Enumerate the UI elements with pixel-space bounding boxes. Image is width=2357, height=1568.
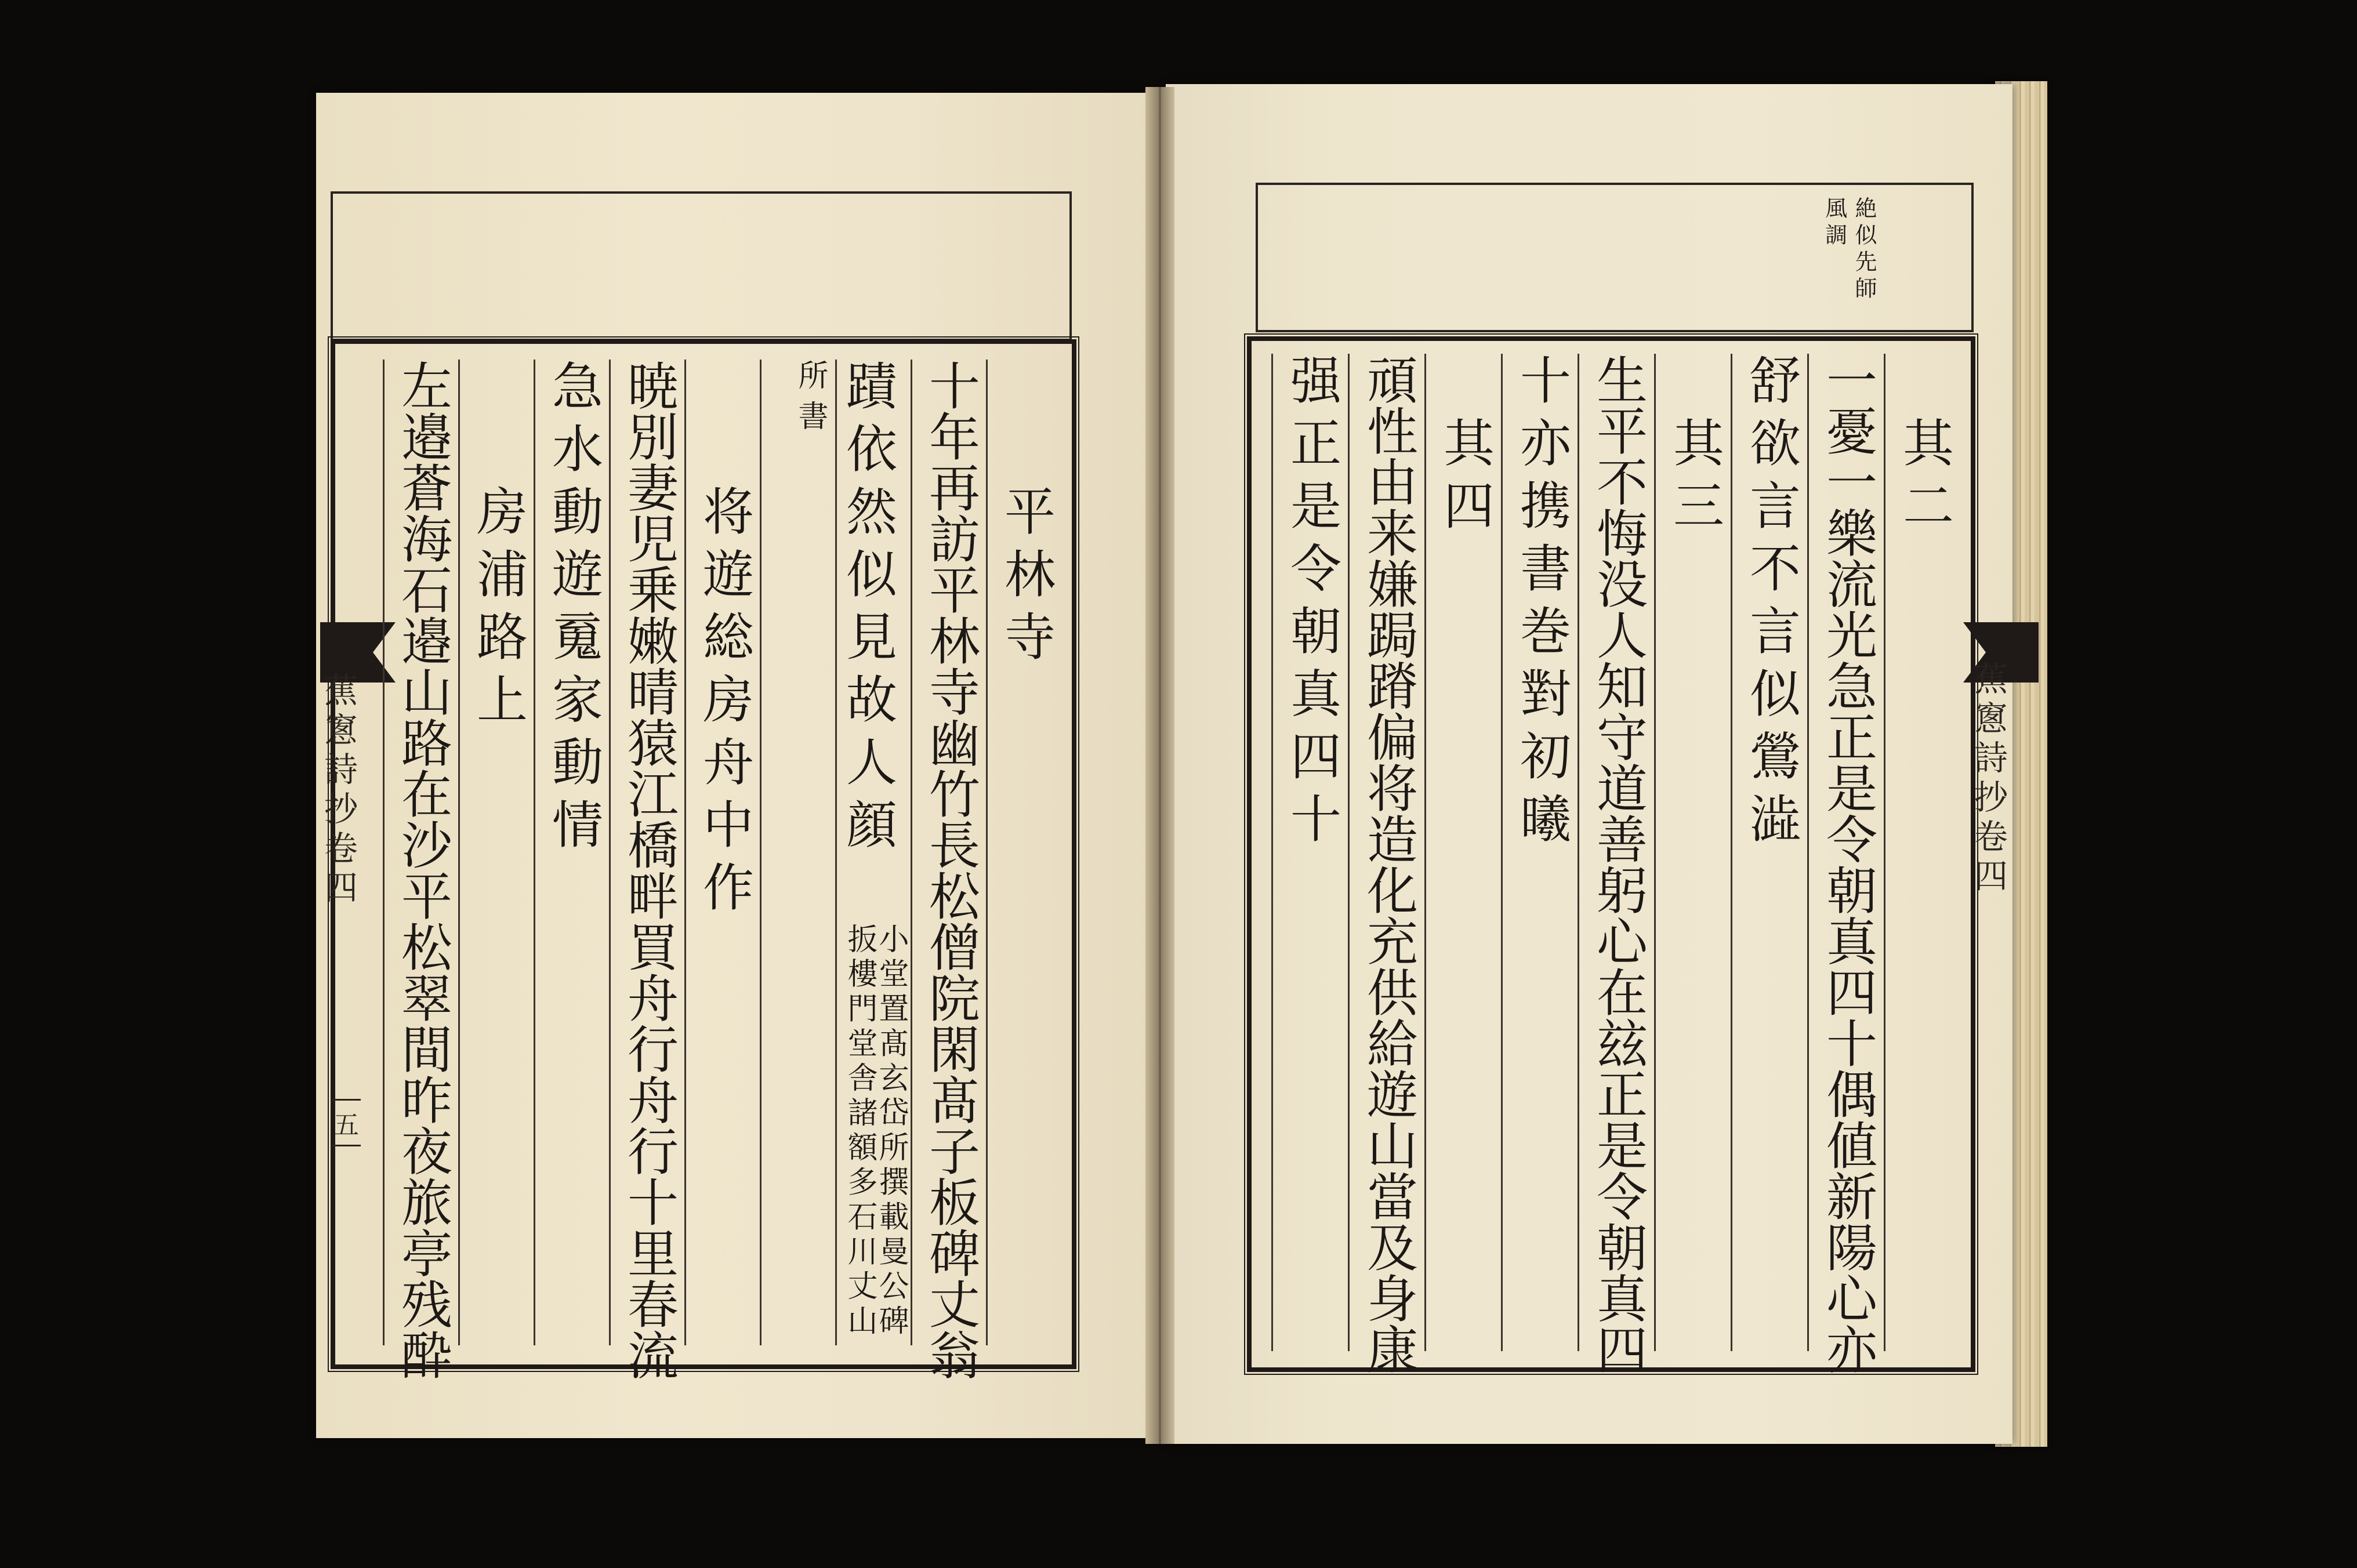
text-column: 頑性由来嫌跼蹐偏将造化充供給遊山當及身康 xyxy=(1359,354,1419,1374)
book-gutter xyxy=(1145,87,1174,1444)
text-column: 蹟依然似見故人顔 xyxy=(838,360,898,861)
column-rule xyxy=(1501,354,1503,1351)
column-rule xyxy=(534,360,535,1345)
text-column: 生平不悔没人知守道善躬心在玆正是令朝真四 xyxy=(1589,354,1648,1374)
column-rule xyxy=(684,360,686,1345)
text-column: 其四 xyxy=(1435,416,1495,542)
text-column: 其二 xyxy=(1895,416,1955,542)
text-column: 其三 xyxy=(1665,416,1725,542)
column-rule xyxy=(1578,354,1579,1351)
column-rule xyxy=(1348,354,1350,1351)
right-margin-title: 蕉窻詩抄卷四 xyxy=(1968,661,2008,898)
column-rule xyxy=(383,360,385,1345)
text-column: 房浦路上 xyxy=(469,485,528,735)
text-column: 强正是令朝真四十 xyxy=(1282,354,1342,855)
right-header-box xyxy=(1256,183,1974,332)
text-column: 舒欲言不言似鶯澁 xyxy=(1742,354,1801,855)
column-rule xyxy=(1731,354,1732,1351)
column-rule xyxy=(1884,354,1885,1351)
column-rule xyxy=(1424,354,1426,1351)
text-column: 十年再訪平林寺幽竹長松僧院閑髙子板碑丈翁 xyxy=(921,360,981,1380)
text-column: 将遊総房舟中作 xyxy=(695,485,755,923)
column-rule xyxy=(986,360,988,1345)
text-column: 十亦携書巻對初曦 xyxy=(1512,354,1572,855)
column-rule xyxy=(1271,354,1273,1351)
column-rule xyxy=(911,360,912,1345)
column-rule xyxy=(609,360,611,1345)
right-column-area xyxy=(1264,354,1960,1374)
left-margin-title: 蕉窻詩抄卷四 xyxy=(318,673,358,909)
text-column: 左邉蒼海石邉山路在沙平松翠間昨夜旅亭残酔 xyxy=(393,360,453,1380)
text-column: 所書 xyxy=(793,360,828,441)
text-column: 急水動遊䰟家動情 xyxy=(544,360,604,861)
page-number: 五 xyxy=(332,1099,361,1146)
text-column: 一憂一樂流光急正是令朝真四十偶値新陽心亦 xyxy=(1818,354,1878,1374)
column-rule xyxy=(760,360,762,1345)
text-column: 暁別妻児乗嫩晴猿江橋畔買舟行舟行十里春流 xyxy=(619,360,679,1380)
annotation-column: 扳樓門堂舎諸額多石川丈山 xyxy=(842,923,877,1340)
text-column: 平林寺 xyxy=(996,485,1056,673)
column-rule xyxy=(1807,354,1809,1351)
header-note: 絶似先師風調 xyxy=(1821,197,1877,303)
annotation-column: 小堂置髙玄岱所撰載曼公碑 xyxy=(873,923,908,1340)
left-header-box xyxy=(331,191,1072,341)
column-rule xyxy=(835,360,837,1345)
left-column-area xyxy=(377,360,1061,1380)
column-rule xyxy=(1654,354,1656,1351)
column-rule xyxy=(458,360,460,1345)
